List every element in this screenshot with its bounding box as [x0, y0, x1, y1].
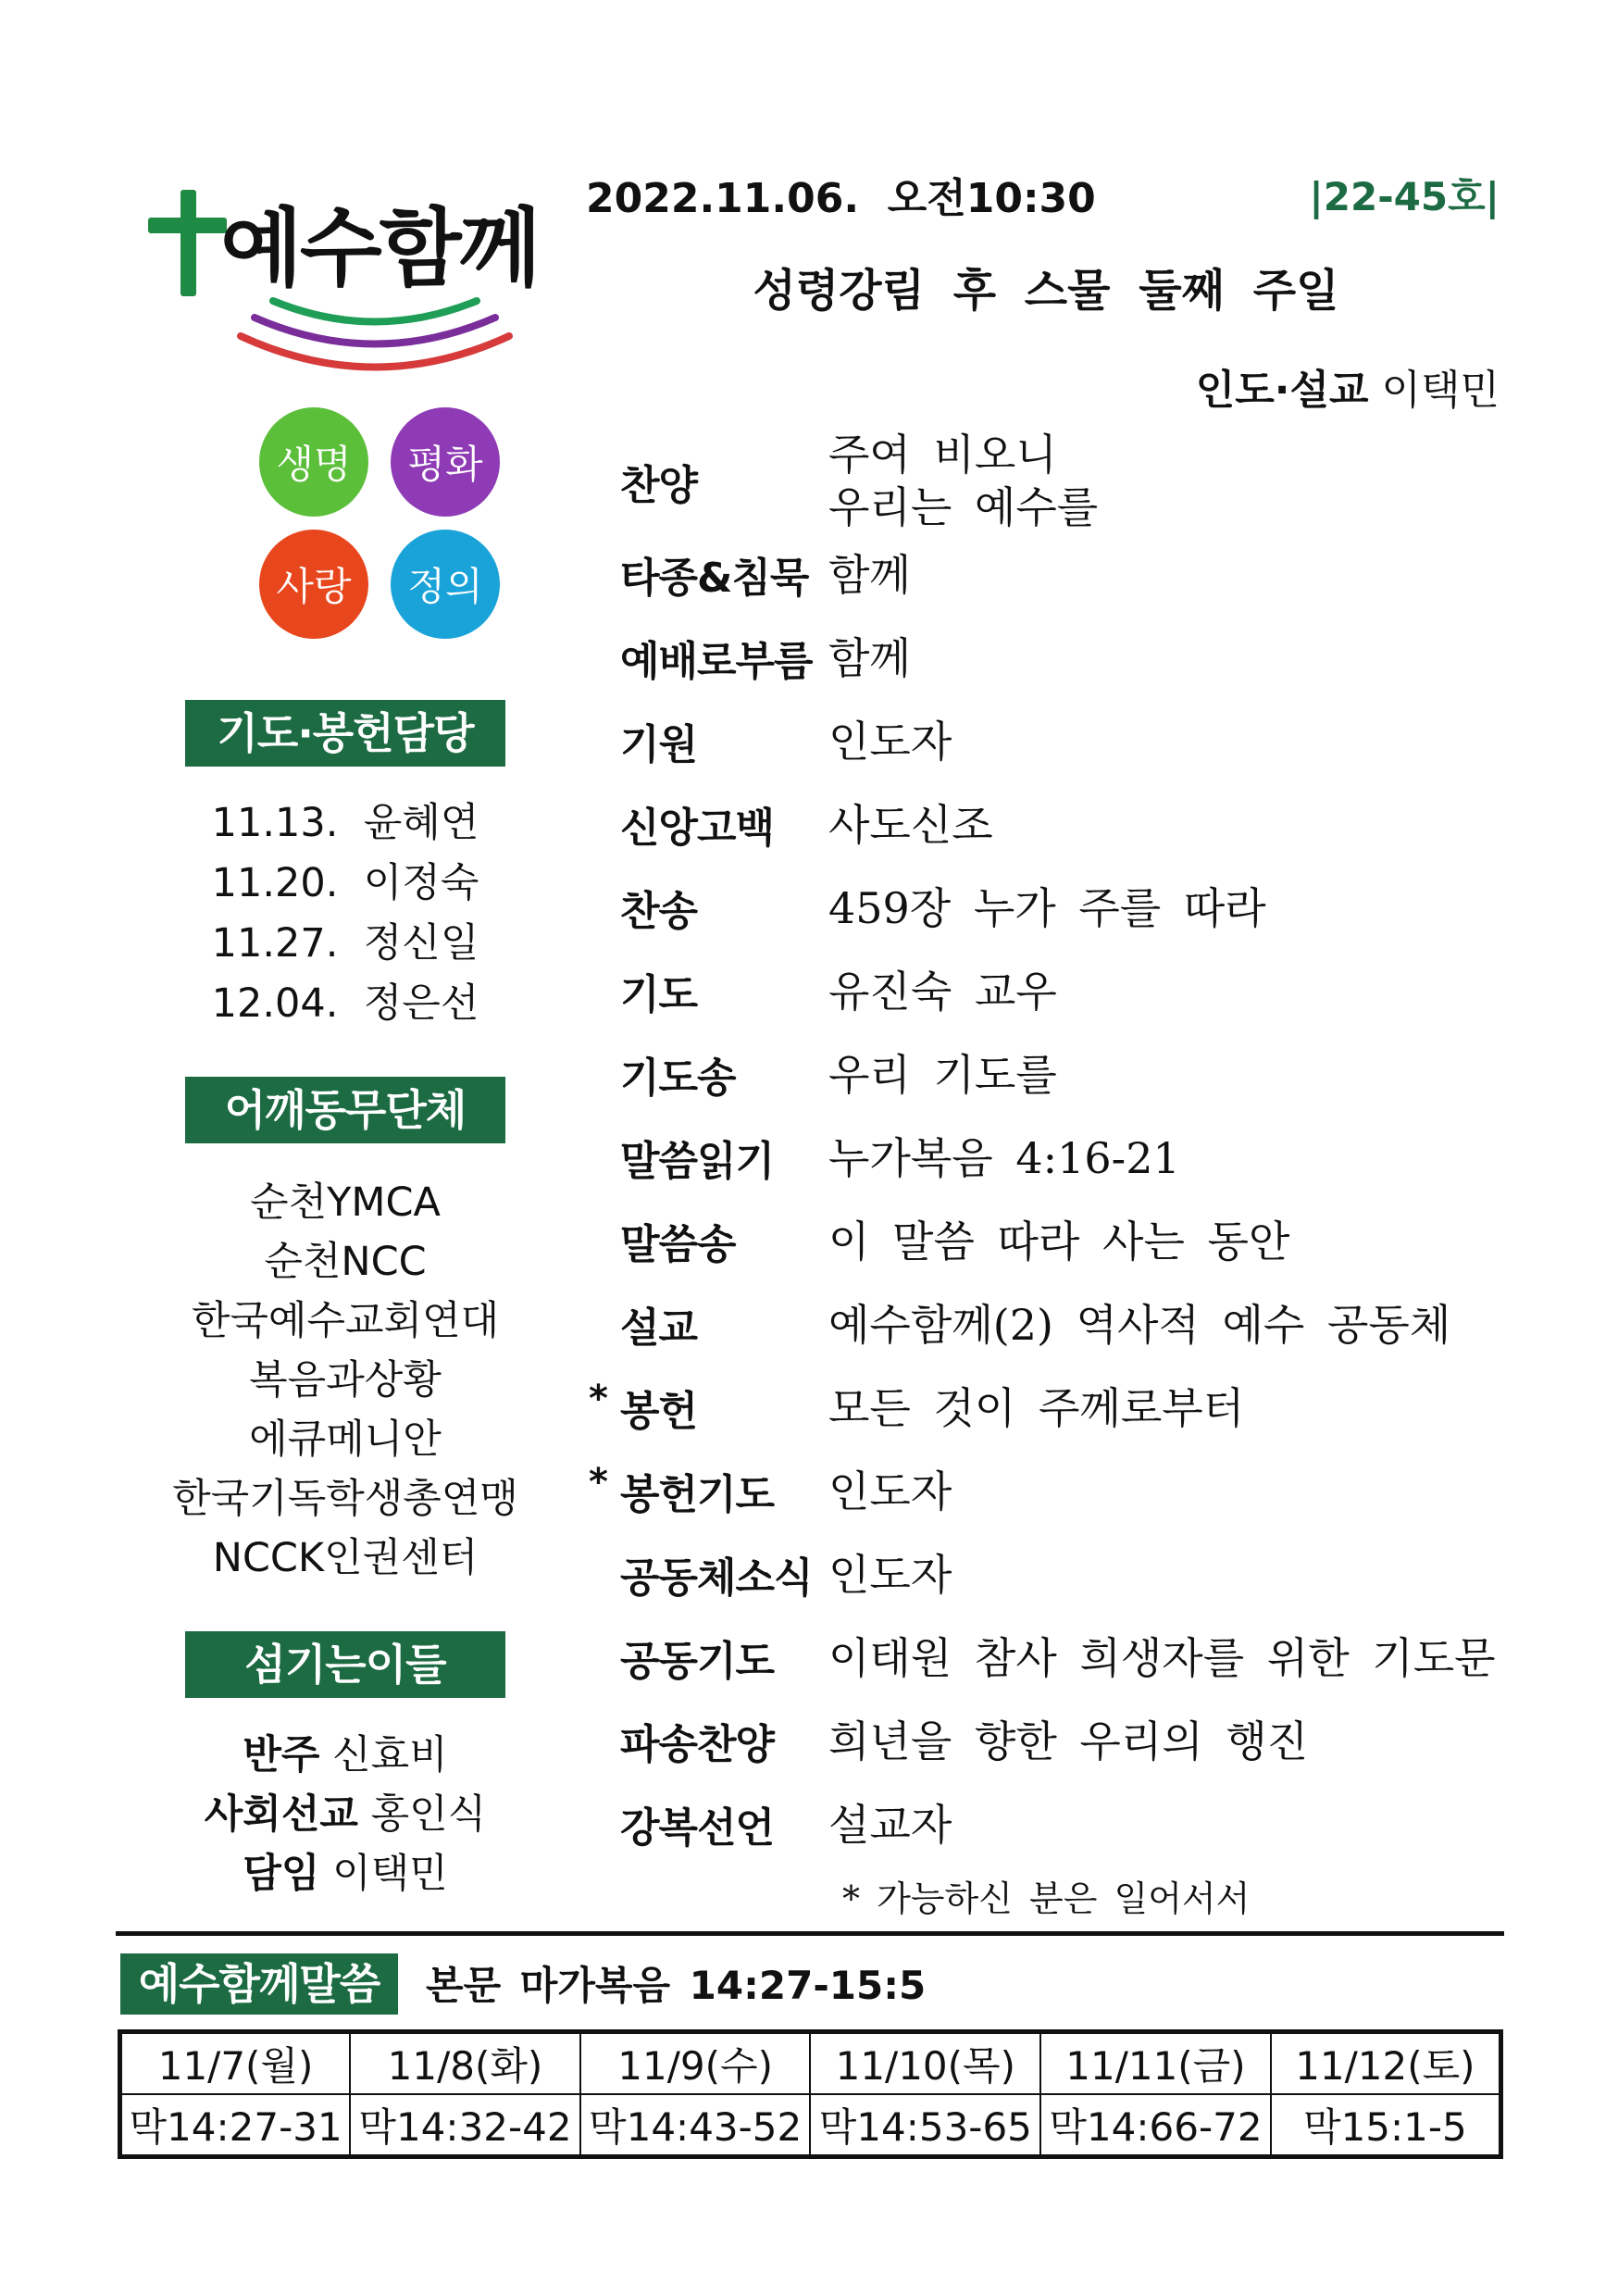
church-logo [148, 181, 546, 375]
service-item-value: 인도자 [828, 717, 952, 767]
service-item-label: 봉헌기도 [620, 1471, 775, 1518]
rainbow-arcs-icon [236, 282, 514, 375]
value-circle-love: 사랑 [259, 530, 368, 639]
section-divider [116, 1931, 1504, 1936]
partner-item: NCCK인권센터 [212, 1535, 479, 1581]
service-item-label: 찬양 [620, 462, 698, 509]
day-cell: 11/11(금) [1040, 2032, 1271, 2095]
servant-item: 담임 이택민 [243, 1851, 448, 1897]
service-item-label: 예배로부름 [620, 638, 813, 685]
reading-cell: 막14:32-42 [350, 2094, 580, 2157]
prayer-duty-heading: 기도·봉헌담당 [185, 700, 505, 767]
logo-text: 예수함께 [220, 199, 539, 298]
prayer-duty-entry: 11.27. 정신일 [211, 920, 479, 967]
value-circle-justice: 정의 [391, 530, 500, 639]
service-item-label: 신앙고백 [620, 805, 775, 852]
service-item-value: 주여 비오니 [828, 430, 1057, 480]
service-item-label: 설교 [620, 1304, 698, 1352]
prayer-duty-entry: 12.04. 정은선 [211, 980, 479, 1027]
day-cell: 11/10(목) [810, 2032, 1040, 2095]
table-row [120, 2094, 1501, 2157]
partner-item: 한국예수교회연대 [191, 1298, 500, 1344]
service-item-value: 459장 누가 주를 따라 [828, 883, 1266, 933]
reading-schedule-table [118, 2029, 1503, 2159]
partner-item: 한국기독학생총연맹 [172, 1476, 518, 1522]
standing-mark: * [589, 1378, 608, 1420]
reading-cell: 막14:66-72 [1040, 2094, 1271, 2157]
service-item-label: 강복선언 [620, 1804, 775, 1852]
service-item-value: 모든 것이 주께로부터 [828, 1383, 1245, 1433]
bible-reading-text: 본문 마가복음 14:27-15:5 [426, 1963, 927, 2008]
service-item-value: 이 말씀 따라 사는 동안 [828, 1217, 1290, 1267]
service-item-value: 유진숙 교우 [828, 967, 1057, 1017]
partner-item: 에큐메니안 [249, 1416, 442, 1463]
day-cell: 11/12(토) [1271, 2032, 1501, 2095]
partner-item: 순천NCC [264, 1239, 427, 1285]
service-item-label: 공동기도 [620, 1638, 775, 1685]
service-item-value: 예수함께(2) 역사적 예수 공동체 [828, 1300, 1451, 1350]
service-item-label: 기원 [620, 721, 698, 768]
service-item-label: 찬송 [620, 888, 698, 935]
service-item-value: 누가복음 4:16-21 [828, 1133, 1180, 1183]
service-item-value: 희년을 향한 우리의 행진 [828, 1716, 1309, 1766]
partner-item: 복음과상황 [249, 1357, 442, 1404]
service-item-label: 파송찬양 [620, 1721, 775, 1768]
service-item-label: 봉헌 [620, 1388, 698, 1435]
value-circle-peace: 평화 [391, 407, 500, 517]
service-datetime: 2022.11.06. 오전10:30 [586, 175, 1096, 222]
service-item-value: 사도신조 [828, 800, 993, 850]
service-item-value: 함께 [828, 550, 911, 600]
reading-cell: 막15:1-5 [1271, 2094, 1501, 2157]
partner-item: 순천YMCA [250, 1179, 441, 1226]
service-item-value: 우리는 예수를 [828, 482, 1099, 532]
table-row [120, 2032, 1501, 2095]
service-item-value: 설교자 [828, 1800, 952, 1850]
day-cell: 11/8(화) [350, 2032, 580, 2095]
prayer-duty-entry: 11.13. 윤혜연 [211, 800, 479, 846]
service-item-label: 기도송 [620, 1054, 736, 1102]
reading-cell: 막14:53-65 [810, 2094, 1040, 2157]
day-cell: 11/9(수) [580, 2032, 811, 2095]
standing-mark: * [589, 1461, 608, 1504]
value-circle-life: 생명 [259, 407, 368, 517]
reading-cell: 막14:27-31 [120, 2094, 351, 2157]
service-leader: 인도·설교 이택민 [1195, 367, 1500, 414]
service-item-label: 공동체소식 [620, 1554, 813, 1602]
service-item-value: 인도자 [828, 1466, 952, 1516]
partners-heading: 어깨동무단체 [185, 1077, 505, 1143]
liturgical-day-title: 성령강림 후 스물 둘째 주일 [753, 265, 1339, 317]
service-item-label: 말씀송 [620, 1221, 736, 1268]
cross-icon-bar [148, 218, 227, 233]
service-item-value: 함께 [828, 633, 911, 683]
cross-icon [180, 190, 196, 296]
bible-reading-badge: 예수함께말씀 [120, 1953, 398, 2015]
service-item-label: 말씀읽기 [620, 1138, 775, 1185]
servants-heading: 섬기는이들 [185, 1631, 505, 1698]
service-item-value: 이태원 참사 희생자를 위한 기도문 [828, 1633, 1496, 1683]
day-cell: 11/7(월) [120, 2032, 351, 2095]
reading-cell: 막14:43-52 [580, 2094, 811, 2157]
service-item-value: 인도자 [828, 1550, 952, 1600]
servant-item: 사회선교 홍인식 [204, 1791, 487, 1838]
standing-note: * 가능하신 분은 일어서서 [842, 1878, 1251, 1919]
service-item-value: 우리 기도를 [828, 1050, 1057, 1100]
service-item-label: 타종&침묵 [620, 555, 809, 602]
issue-number: |22-45호| [1309, 174, 1500, 219]
service-item-label: 기도 [620, 971, 698, 1018]
servant-item: 반주 신효비 [243, 1732, 448, 1778]
prayer-duty-entry: 11.20. 이정숙 [211, 860, 479, 906]
